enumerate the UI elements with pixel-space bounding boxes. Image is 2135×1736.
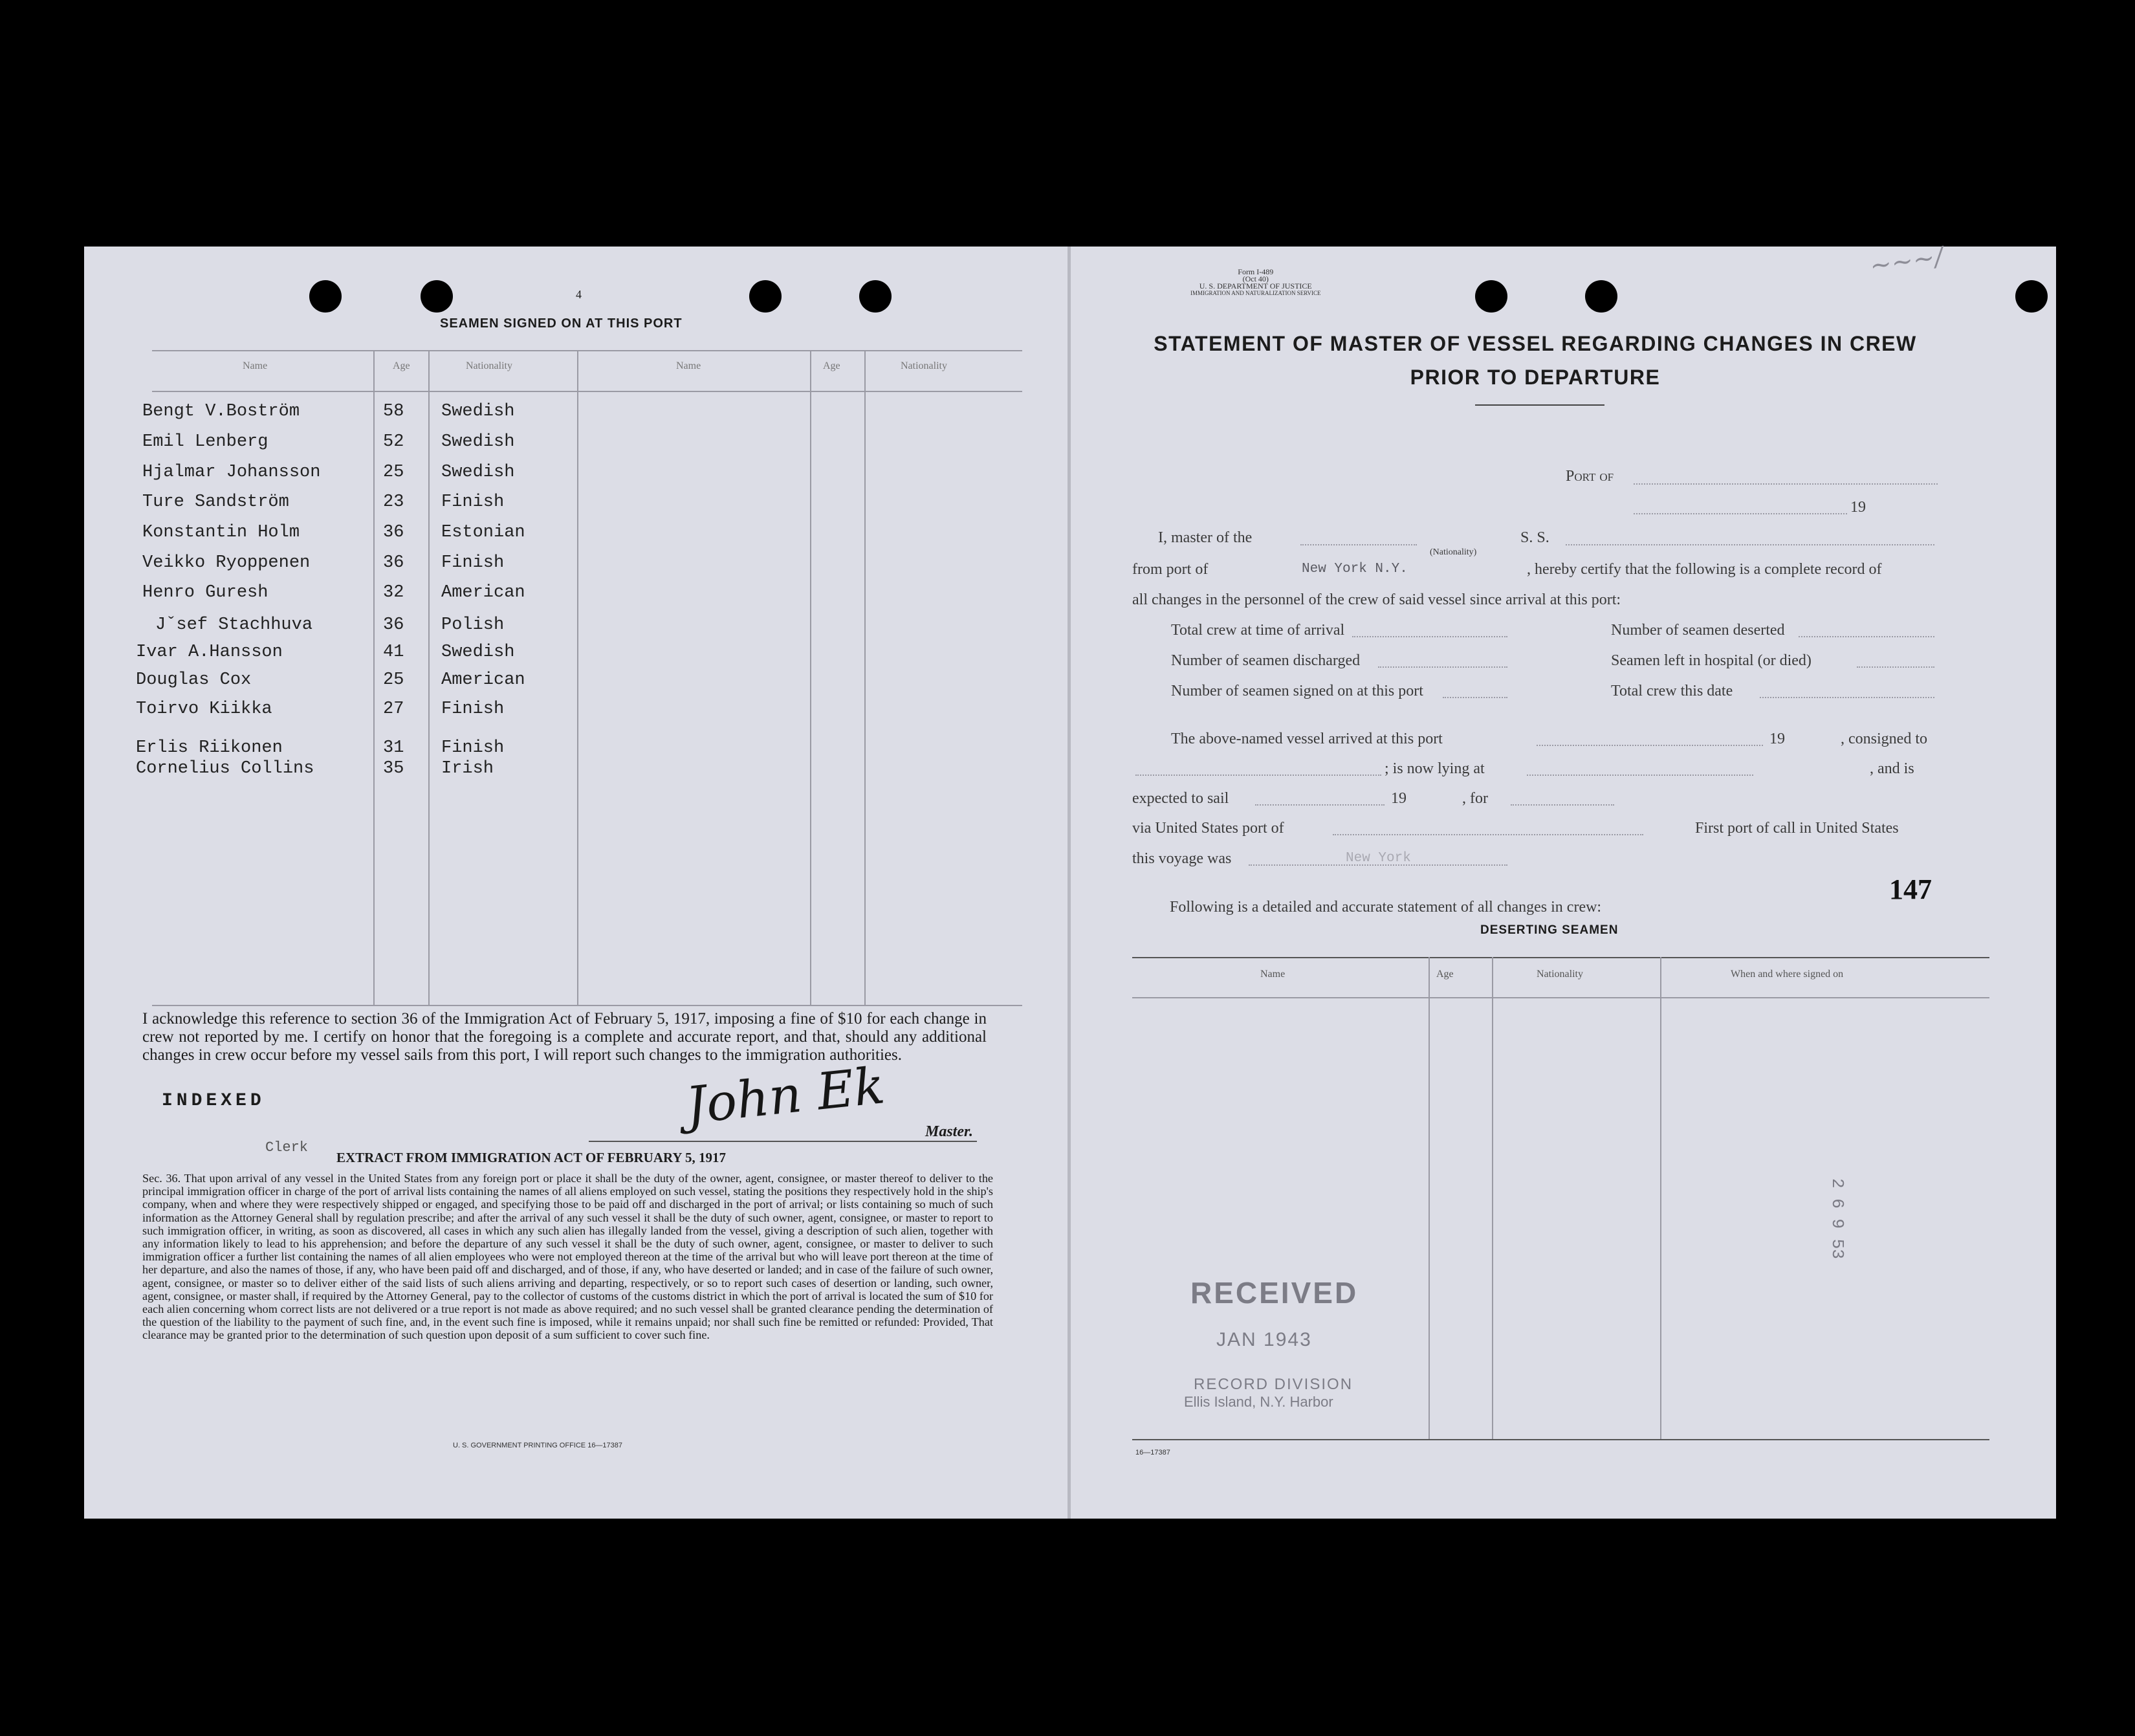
binder-hole [1585, 280, 1617, 313]
crew-age: 36 [383, 615, 404, 635]
crew-nationality: Irish [441, 759, 494, 778]
leader-dots [1352, 636, 1507, 637]
leader-dots [1378, 666, 1507, 668]
crew-name: Emil Lenberg [142, 432, 268, 452]
date-line [1634, 513, 1847, 514]
first-port-text: First port of call in United States [1695, 820, 1899, 837]
page-number: 4 [576, 288, 582, 301]
total-crew-date-label: Total crew this date [1611, 683, 1733, 699]
nationality-line [1300, 544, 1417, 545]
deserting-header-name: Name [1260, 969, 1286, 980]
column-header-nationality: Nationality [466, 360, 512, 371]
port-label: Port of [1566, 468, 1614, 485]
crew-age: 32 [383, 583, 404, 602]
crew-nationality: Swedish [441, 402, 515, 421]
expected-text: expected to sail [1132, 790, 1229, 807]
extract-title: EXTRACT FROM IMMIGRATION ACT OF FEBRUARY 5, 1917 [336, 1150, 727, 1165]
deserting-header-age: Age [1436, 969, 1454, 980]
crew-name: Henro Guresh [142, 583, 268, 602]
department-name: U. S. DEPARTMENT OF JUSTICE [1199, 281, 1312, 291]
crew-name: Douglas Cox [136, 670, 252, 690]
binder-hole [309, 280, 342, 313]
indexed-stamp: INDEXED [162, 1091, 265, 1111]
crew-age: 35 [383, 759, 404, 778]
consigned-text: , consigned to [1841, 731, 1927, 747]
column-divider [428, 350, 430, 1005]
form-header [1190, 269, 1321, 297]
crew-name: Erlis Riikonen [136, 738, 283, 758]
following-text: Following is a detailed and accurate statement of all changes in crew: [1170, 899, 1602, 916]
crew-nationality: Finish [441, 492, 505, 512]
leader-dots [1443, 697, 1507, 698]
voyage-text: this voyage was [1132, 850, 1232, 867]
deserting-table-top [1132, 957, 1989, 958]
crew-name: Ture Sandström [142, 492, 289, 512]
crew-age: 25 [383, 670, 404, 690]
via-port-line [1333, 834, 1643, 835]
leader-dots [1857, 666, 1934, 668]
vessel-name-line [1566, 544, 1934, 545]
arrival-date-line [1537, 745, 1763, 746]
crew-age: 23 [383, 492, 404, 512]
from-port-value: New York N.Y. [1302, 562, 1408, 577]
crew-nationality: Swedish [441, 432, 515, 452]
column-divider [864, 350, 866, 1005]
form-title-line2: PRIOR TO DEPARTURE [1410, 366, 1661, 389]
crew-name: Jˇsef Stachhuva [155, 615, 313, 635]
crew-name: Veikko Ryoppenen [142, 553, 311, 573]
form-number: Form I-489 [1238, 267, 1274, 276]
column-header-nationality: Nationality [901, 360, 947, 371]
crew-age: 31 [383, 738, 404, 758]
crew-nationality: American [441, 583, 525, 602]
column-divider [810, 350, 811, 1005]
sail-date-line [1255, 804, 1385, 806]
stamp-vertical-digits: 2 6 9 53 [1828, 1178, 1847, 1259]
service-name: IMMIGRATION AND NATURALIZATION SERVICE [1190, 290, 1321, 296]
column-divider [373, 350, 375, 1005]
consignee-line [1135, 775, 1381, 776]
deserting-table-bottom [1132, 1439, 1989, 1440]
crew-nationality: Finish [441, 699, 505, 719]
received-stamp-date: JAN 1943 [1216, 1329, 1312, 1350]
crew-nationality: Finish [441, 553, 505, 573]
document-paper [84, 241, 2056, 1519]
crew-age: 25 [383, 463, 404, 482]
for-text: , for [1462, 790, 1488, 807]
deserting-column-divider [1492, 957, 1493, 1439]
from-port-label: from port of [1132, 561, 1209, 578]
deserting-header-signed-on: When and where signed on [1731, 969, 1844, 980]
crew-nationality: Estonian [441, 523, 525, 542]
clerk-label: Clerk [265, 1139, 309, 1156]
header-rule [152, 391, 1022, 392]
crew-age: 52 [383, 432, 404, 452]
table-top-rule [152, 350, 1022, 351]
crew-nationality: Finish [441, 738, 505, 758]
leader-dots [1760, 697, 1934, 698]
changes-text: all changes in the personnel of the crew of said vessel since arrival at this port: [1132, 591, 1621, 608]
column-header-name: Name [676, 360, 701, 371]
crew-age: 41 [383, 643, 404, 662]
received-stamp: RECEIVED [1190, 1276, 1359, 1310]
page-fold [1068, 247, 1071, 1519]
deserting-header-rule [1132, 997, 1989, 998]
form-title-line1: STATEMENT OF MASTER OF VESSEL REGARDING CHANGES IN CREW [1154, 332, 1917, 355]
binder-hole [859, 280, 892, 313]
total-crew-arrival-label: Total crew at time of arrival [1171, 622, 1345, 639]
leader-dots [1799, 636, 1934, 637]
form-edition: (Oct 40) [1242, 274, 1269, 283]
title-underline [1475, 404, 1604, 406]
acknowledgment-text: I acknowledge this reference to section 36 of the Immigration Act of February 5, 1917, imposing a fine of $10 for each change in crew not reported by me. I certify on honor that the foregoing is a complete and accurate report, and that, should any additional changes in crew occur before my vessel sails from this port, I will report such changes to the immigration authorities. [142, 1010, 987, 1064]
arrived-text: The above-named vessel arrived at this port [1171, 731, 1443, 747]
berth-line [1527, 775, 1753, 776]
crew-name: Ivar A.Hansson [136, 643, 283, 662]
deserting-seamen-title: DESERTING SEAMEN [1480, 923, 1619, 937]
record-division-stamp: RECORD DIVISION [1194, 1376, 1353, 1393]
seamen-discharged-label: Number of seamen discharged [1171, 652, 1361, 669]
deserting-header-nationality: Nationality [1537, 969, 1583, 980]
crew-age: 58 [383, 402, 404, 421]
crew-name: Cornelius Collins [136, 759, 314, 778]
seamen-signed-label: Number of seamen signed on at this port [1171, 683, 1423, 699]
stamp-location: Ellis Island, N.Y. Harbor [1184, 1394, 1333, 1410]
deserting-column-divider [1660, 957, 1661, 1439]
year-label: 19 [1850, 499, 1866, 516]
table-bottom-rule [152, 1005, 1022, 1006]
crew-name: Toirvo Kiikka [136, 699, 272, 719]
column-header-age: Age [823, 360, 840, 371]
column-divider [577, 350, 578, 1005]
master-signature: John Ek [683, 1057, 888, 1136]
destination-line [1511, 804, 1614, 806]
crew-name: Konstantin Holm [142, 523, 300, 542]
crew-age: 36 [383, 523, 404, 542]
master-of-label: I, master of the [1158, 529, 1253, 546]
section-title: SEAMEN SIGNED ON AT THIS PORT [440, 316, 683, 331]
column-header-age: Age [393, 360, 410, 371]
certify-text: , hereby certify that the following is a complete record of [1527, 561, 1882, 578]
lying-text: ; is now lying at [1385, 760, 1485, 777]
binder-hole [421, 280, 453, 313]
handwritten-number: 147 [1889, 873, 1932, 905]
signature-line [589, 1141, 977, 1142]
master-label: Master. [925, 1123, 974, 1140]
voyage-port-value: New York [1346, 851, 1411, 866]
crew-age: 36 [383, 553, 404, 573]
crew-name: Bengt V.Boström [142, 402, 300, 421]
nationality-label: (Nationality) [1430, 547, 1477, 557]
crew-nationality: Swedish [441, 643, 515, 662]
form-title [1137, 327, 1933, 394]
statute-text: Sec. 36. That upon arrival of any vessel in the United States from any foreign port or place it shall be the duty of the owner, agent, consignee, or master thereof to deliver to the principal immigration officer in charge of the port of arrival lists containing the names of all aliens employed on such vessel, stating the positions they respectively hold in the ship's company, when and where they were respectively shipped or engaged, and specifying those to be paid off and discharged in the port of arrival; or lists containing so much of such information as the Attorney General shall by regulation prescribe; and after the arrival of any such vessel it shall be the duty of such owner, agent, consignee, or master to report to such immigration officer, in writing, as soon as discovered, all cases in which any such alien has illegally landed from the vessel, giving a description of such alien, together with any information likely to lead to his apprehension; and before the departure of any such vessel it shall be the duty of such owner, agent, consignee, or master to deliver to such immigration officer a further list containing the names of all alien employees who were not employed thereon at the time of the arrival but who will leave port thereon at the time of her departure, and also the names of those, if any, who have been paid off and discharged, and of those, if any, who have deserted or landed; and in case of the failure of such owner, agent, consignee, or master so to deliver either of the said lists of such aliens arriving and departing, respectively, or so to report such cases of desertion or landing, such owner, agent, consignee, or master shall, if required by the Attorney General, pay to the collector of customs of the customs district in which the port of arrival is located the sum of $10 for each alien concerning whom correct lists are not delivered or a true report is not made as above required; and no such vessel shall be granted clearance pending the determination of the question of the liability to the payment of such fine, and, in the event such fine is imposed, while it remains unpaid; nor shall such fine be remitted or refunded: Provided, That clearance may be granted prior to the determination of such question upon deposit of a sum sufficient to cover such fine. [142, 1172, 993, 1342]
ss-label: S. S. [1520, 529, 1549, 546]
arrival-year: 19 [1769, 731, 1785, 747]
pencil-annotation-mark: ~~~/ [1868, 241, 1945, 281]
binder-hole [749, 280, 782, 313]
printer-line: U. S. GOVERNMENT PRINTING OFFICE 16—17387 [453, 1442, 623, 1449]
column-header-name: Name [243, 360, 268, 371]
binder-hole [1475, 280, 1507, 313]
and-is-text: , and is [1870, 760, 1914, 777]
deserting-column-divider [1429, 957, 1430, 1439]
printer-code: 16—17387 [1135, 1449, 1170, 1456]
crew-age: 27 [383, 699, 404, 719]
sail-year: 19 [1391, 790, 1407, 807]
seamen-hospital-label: Seamen left in hospital (or died) [1611, 652, 1812, 669]
crew-nationality: American [441, 670, 525, 690]
port-line [1634, 483, 1938, 485]
seamen-deserted-label: Number of seamen deserted [1611, 622, 1785, 639]
crew-nationality: Polish [441, 615, 505, 635]
crew-name: Hjalmar Johansson [142, 463, 321, 482]
via-text: via United States port of [1132, 820, 1284, 837]
crew-nationality: Swedish [441, 463, 515, 482]
binder-hole [2015, 280, 2048, 313]
